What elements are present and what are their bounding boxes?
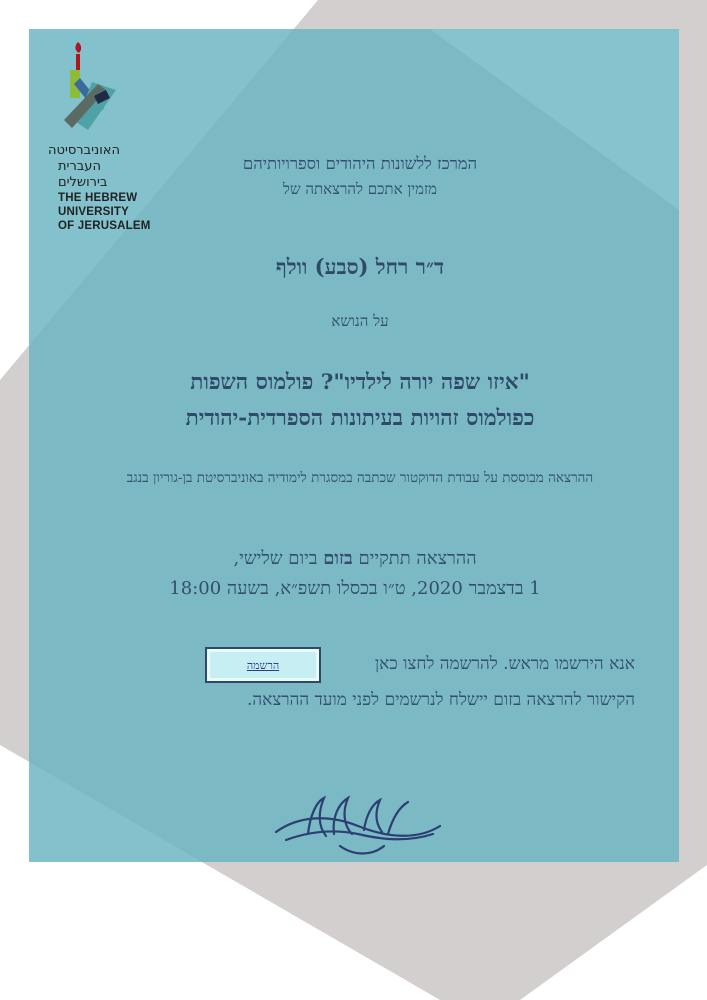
logo-text-he-2: העברית: [58, 159, 101, 174]
lecture-title-line-2: כפולמוס זהויות בעיתונות הספרדית-יהודית: [185, 406, 535, 431]
topic-label: על הנושא: [331, 312, 389, 330]
schedule-line-2: 1 בדצמבר 2020, ט״ו בכסלו תשפ״א, בשעה 18:00: [169, 578, 541, 599]
zoom-link-note: הקישור להרצאה בזום יישלח לנרשמים לפני מועד ההרצאה.: [247, 690, 635, 710]
logo-text-he-1: האוניברסיטה: [48, 143, 120, 158]
university-emblem-icon: [58, 38, 128, 138]
schedule-line-1: [120, 548, 590, 569]
logo-text-he-3: בירושלים: [58, 175, 108, 190]
registration-prompt: אנא הירשמו מראש. להרשמה לחצו כאן: [374, 654, 635, 674]
register-button[interactable]: [205, 647, 321, 683]
schedule-platform: בזום: [323, 548, 353, 569]
lecture-title-line-1: "איזו שפה יורה לילדיו"? פולמוס השפות: [190, 370, 530, 395]
ornament-logo-icon: [268, 790, 448, 860]
logo-text-en-1: THE HEBREW: [58, 192, 138, 204]
logo-text-en-3: OF JERUSALEM: [58, 220, 151, 232]
schedule-prefix: ההרצאה תתקיים: [352, 548, 477, 569]
based-on-note: ההרצאה מבוססת על עבודת הדוקטור שכתבה במסגרת לימודיה באוניברסיטת בן-גוריון בנגב: [126, 470, 594, 486]
schedule-suffix: ביום שלישי,: [233, 548, 324, 569]
invitation-text: מזמין אתכם להרצאתה של: [282, 180, 438, 198]
speaker-name: ד״ר רחל (סבע) וולף: [275, 254, 445, 279]
logo-text-en-2: UNIVERSITY: [58, 206, 130, 218]
register-button-label: הרשמה: [246, 658, 280, 672]
organizer-name: המרכז ללשונות היהודים וספרויותיהם: [242, 154, 478, 173]
